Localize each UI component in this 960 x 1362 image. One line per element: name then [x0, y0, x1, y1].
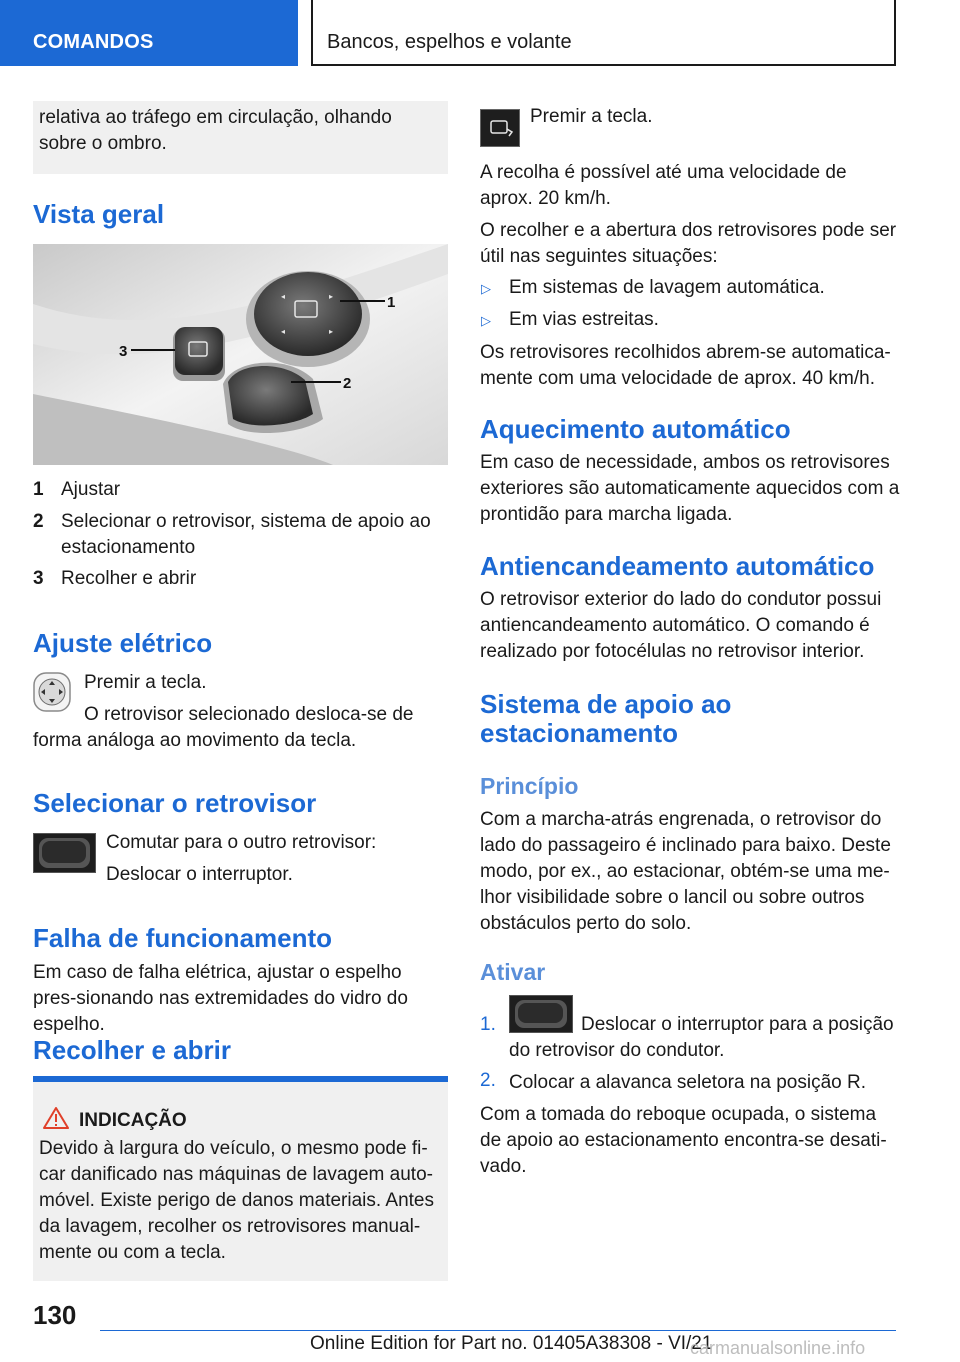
select-heading: Selecionar o retrovisor — [33, 788, 317, 818]
bullet-triangle-icon: ▷ — [481, 313, 491, 328]
step-text: Deslocar o interruptor para a posição do retrovisor do condutor. — [509, 1014, 894, 1061]
footer-divider — [100, 1330, 896, 1331]
electric-line2: O retrovisor selecionado desloca-se de forma análoga ao movimento da tecla. — [33, 704, 414, 751]
list-item-number: 2 — [33, 511, 44, 532]
fold-p2: O recolher e a abertura dos retrovisores pode ser útil nas seguintes situações: — [480, 220, 897, 267]
fold-heading: Recolher e abrir — [33, 1035, 231, 1065]
antiglare-text: O retrovisor exterior do lado do condutor possui antiencandeamento automático. O comando é realizado por fotocélulas no retrovisor interior. — [480, 589, 882, 662]
intro-box — [33, 101, 448, 174]
callout-1: 1 — [387, 294, 396, 311]
svg-text:◂: ◂ — [281, 327, 286, 336]
footer-edition: Online Edition for Part no. 01405A38308 - VI/21 — [310, 1333, 713, 1354]
fold-p3: Os retrovisores recolhidos abrem-se automatica-mente com uma velocidade de aprox. 40 km/h. — [480, 342, 891, 389]
note-box — [33, 1076, 448, 1281]
fold-mirror-button-icon — [480, 109, 520, 147]
page-number: 130 — [33, 1300, 77, 1330]
note-title: INDICAÇÃO — [79, 1110, 187, 1131]
heating-heading: Aquecimento automático — [480, 414, 791, 444]
list-item-text: Ajustar — [61, 479, 121, 500]
section-title: COMANDOS — [33, 31, 154, 53]
principle-heading: Princípio — [480, 773, 579, 799]
electric-line1: Premir a tecla. — [84, 672, 207, 693]
antiglare-heading: Antiencandeamento automático — [480, 551, 875, 581]
svg-text:▸: ▸ — [329, 292, 334, 301]
mirror-controls-photo — [33, 244, 448, 465]
electric-heading: Ajuste elétrico — [33, 628, 213, 658]
failure-text: Em caso de falha elétrica, ajustar o espelho pres-sionando nas extremidades do vidro do espelho. — [33, 962, 408, 1035]
bullet-triangle-icon: ▷ — [481, 281, 491, 296]
fold-press-text: Premir a tecla. — [530, 106, 653, 127]
heating-text: Em caso de necessidade, ambos os retrovisores exteriores são automaticamente aquecidos com a prontidão para marcha ligada. — [480, 452, 900, 525]
note-text: Devido à largura do veículo, o mesmo pode fi-car danificado nas máquinas de lavagem auto-móvel. Existe perigo de danos materiais. Antes da lavagem, recolher os retrovisores manual-mente ou com a tecla. — [39, 1138, 434, 1263]
callout-2: 2 — [343, 375, 352, 392]
step-number: 2. — [480, 1070, 496, 1091]
svg-text:◂: ◂ — [281, 292, 286, 301]
overview-heading: Vista geral — [33, 199, 165, 229]
activate-heading: Ativar — [480, 959, 546, 985]
warning-triangle-icon — [43, 1106, 69, 1130]
callout-3: 3 — [119, 343, 128, 360]
principle-text: Com a marcha-atrás engrenada, o retrovisor do lado do passageiro é inclinado para baixo. Deste modo, por ex., ao estacionar, obtém-se uma me-lhor visibilidade sobre o lancil ou sobre outros obstáculos perto do solo. — [480, 809, 891, 934]
chapter-header — [311, 0, 896, 66]
list-item-number: 3 — [33, 568, 44, 589]
step-number: 1. — [480, 1014, 496, 1035]
parking-heading-line2: estacionamento — [480, 718, 678, 748]
bullet-text: Em sistemas de lavagem automática. — [509, 277, 825, 298]
list-item-text: Selecionar o retrovisor, sistema de apoio ao estacionamento — [61, 511, 431, 558]
list-item-text: Recolher e abrir — [61, 568, 197, 589]
failure-heading: Falha de funcionamento — [33, 923, 333, 953]
fold-p1: A recolha é possível até uma velocidade de aprox. 20 km/h. — [480, 162, 847, 209]
list-item-number: 1 — [33, 479, 44, 500]
parking-heading-line1: Sistema de apoio ao — [480, 689, 732, 719]
bullet-text: Em vias estreitas. — [509, 309, 659, 330]
watermark: carmanualsonline.info — [690, 1338, 866, 1358]
section-tab — [0, 0, 298, 66]
intro-text: relativa ao tráfego em circulação, olhando sobre o ombro. — [39, 107, 392, 154]
chapter-title: Bancos, espelhos e volante — [327, 31, 572, 53]
select-line1: Comutar para o outro retrovisor: — [106, 832, 377, 853]
step-text: Colocar a alavanca seletora na posição R. — [509, 1072, 866, 1093]
select-line2: Deslocar o interruptor. — [106, 864, 293, 885]
mirror-switch-icon — [33, 833, 96, 873]
closing-text: Com a tomada do reboque ocupada, o sistema de apoio ao estacionamento encontra-se desati-vado. — [480, 1104, 887, 1177]
svg-text:▸: ▸ — [329, 327, 334, 336]
